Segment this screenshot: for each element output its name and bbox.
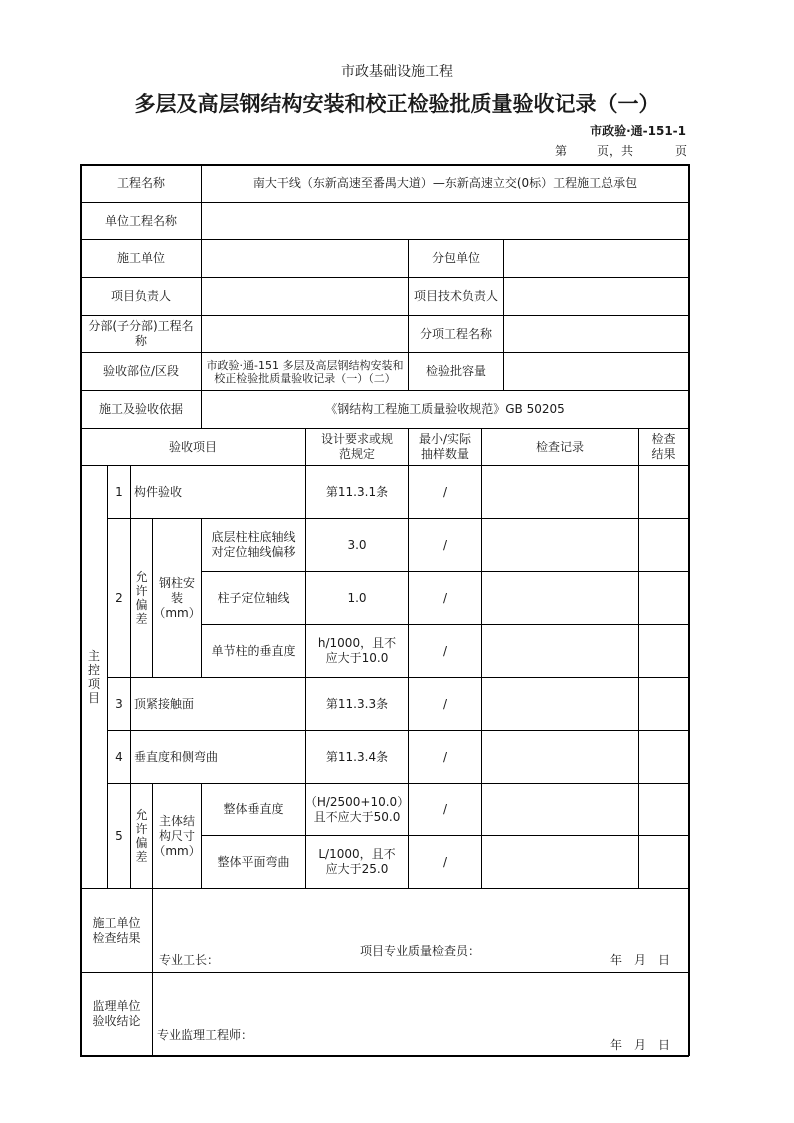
form-code: 市政验·通-151-1 — [590, 124, 686, 138]
tech-manager-field[interactable] — [504, 278, 688, 315]
row-2-1-req: 3.0 — [347, 537, 367, 552]
row-4-no: 4 — [115, 749, 123, 764]
form-title: 多层及高层钢结构安装和校正检验批质量验收记录（一） — [134, 92, 660, 116]
row-3-no: 3 — [115, 696, 123, 711]
row-5-group: 允许偏差 — [135, 808, 148, 864]
row-5-1-name: 整体垂直度 — [223, 802, 284, 816]
row-2-2-record[interactable] — [482, 572, 638, 624]
row-2-1-record[interactable] — [482, 519, 638, 571]
tech-manager-label: 项目技术负责人 — [413, 289, 498, 303]
col-header-record: 检查记录 — [535, 439, 584, 454]
project-name-value[interactable]: 南大干线（东新高速至番禺大道）—东新高速立交(0标）工程施工总承包 — [252, 176, 638, 190]
subcontract-unit-field[interactable] — [504, 240, 688, 277]
row-4-req: 第11.3.4条 — [325, 749, 389, 764]
project-name-label: 工程名称 — [116, 176, 165, 190]
row-2-3-sample[interactable]: / — [442, 643, 448, 658]
col-header-design-req: 设计要求或规范规定 — [320, 432, 393, 461]
row-1-sample[interactable]: / — [442, 484, 448, 499]
row-1-record[interactable] — [482, 466, 638, 518]
row-2-1-sample[interactable]: / — [442, 537, 448, 552]
supervisor-label: 专业监理工程师： — [157, 1028, 254, 1042]
row-4-result[interactable] — [639, 731, 688, 783]
row-2-group: 允许偏差 — [135, 570, 148, 626]
batch-capacity-field[interactable] — [504, 353, 688, 390]
division-label: 分部(子分部)工程名称 — [88, 319, 194, 348]
row-2-1-result[interactable] — [639, 519, 688, 571]
row-2-3-record[interactable] — [482, 625, 638, 677]
row-5-no: 5 — [115, 828, 123, 843]
col-header-sample: 最小/实际抽样数量 — [418, 432, 472, 461]
row-2-3-req: h/1000，且不应大于10.0 — [317, 636, 397, 665]
row-2-3-result[interactable] — [639, 625, 688, 677]
quality-inspector-label: 项目专业质量检查员： — [359, 944, 480, 958]
page-no-label: 第 — [555, 144, 568, 158]
division-field[interactable] — [202, 316, 408, 352]
construction-date: 年 月 日 — [610, 953, 671, 967]
row-5-1-record[interactable] — [482, 784, 638, 835]
col-header-item: 验收项目 — [168, 439, 217, 454]
row-2-2-sample[interactable]: / — [442, 590, 448, 605]
acceptance-part-value[interactable]: 市政验·通-151 多层及高层钢结构安装和校正检验批质量验收记录（一）（二） — [206, 358, 404, 385]
row-5-1-result[interactable] — [639, 784, 688, 835]
row-1-no: 1 — [115, 484, 123, 499]
page-total-label: 页，共 — [597, 144, 634, 158]
row-3-name: 顶紧接触面 — [134, 696, 195, 711]
row-3-req: 第11.3.3条 — [325, 696, 389, 711]
row-5-1-req: （H/2500+10.0）且不应大于50.0 — [304, 794, 410, 824]
supervision-date: 年 月 日 — [610, 1038, 671, 1052]
unit-project-label: 单位工程名称 — [104, 213, 177, 228]
foreman-label: 专业工长： — [159, 953, 220, 967]
row-2-2-name: 柱子定位轴线 — [217, 590, 290, 605]
acceptance-part-label: 验收部位/区段 — [102, 364, 180, 378]
item-project-label: 分项工程名称 — [419, 326, 492, 341]
row-5-1-sample[interactable]: / — [442, 802, 448, 816]
row-5-2-record[interactable] — [482, 836, 638, 888]
foreman-signature-field[interactable] — [220, 945, 350, 967]
unit-project-field[interactable] — [202, 203, 688, 239]
subcontract-unit-label: 分包单位 — [431, 251, 480, 265]
construction-check-label: 施工单位检查结果 — [92, 915, 141, 945]
project-manager-field[interactable] — [202, 278, 408, 315]
col-header-result: 检查结果 — [651, 432, 676, 461]
row-2-2-req: 1.0 — [347, 590, 367, 605]
row-5-2-result[interactable] — [639, 836, 688, 888]
main-control-label: 主控项目 — [87, 649, 100, 705]
row-4-name: 垂直度和侧弯曲 — [134, 749, 219, 764]
row-2-sub: 钢柱安装（mm） — [153, 575, 201, 620]
row-4-sample[interactable]: / — [442, 749, 448, 764]
row-2-3-name: 单节柱的垂直度 — [211, 643, 296, 658]
row-1-result[interactable] — [639, 466, 688, 518]
construction-unit-field[interactable] — [202, 240, 408, 277]
project-manager-label: 项目负责人 — [110, 289, 171, 303]
row-2-1-name: 底层柱柱底轴线对定位轴线偏移 — [211, 530, 296, 559]
item-project-field[interactable] — [504, 316, 688, 352]
row-5-sub: 主体结构尺寸（mm） — [153, 813, 201, 858]
row-4-record[interactable] — [482, 731, 638, 783]
row-3-record[interactable] — [482, 678, 638, 730]
page-end-label: 页 — [675, 144, 688, 158]
supervisor-signature-field[interactable] — [260, 1028, 460, 1050]
basis-label: 施工及验收依据 — [98, 402, 183, 416]
row-2-2-result[interactable] — [639, 572, 688, 624]
row-5-2-req: L/1000，且不应大于25.0 — [318, 847, 396, 876]
row-1-req: 第11.3.1条 — [325, 484, 389, 499]
row-3-sample[interactable]: / — [442, 696, 448, 711]
basis-value: 《钢结构工程施工质量验收规范》GB 50205 — [325, 402, 565, 416]
row-2-no: 2 — [115, 590, 123, 605]
construction-unit-label: 施工单位 — [116, 251, 165, 265]
row-5-2-sample[interactable]: / — [442, 854, 448, 869]
row-5-2-name: 整体平面弯曲 — [217, 854, 290, 869]
row-1-name: 构件验收 — [134, 484, 183, 499]
supervision-label: 监理单位验收结论 — [92, 999, 141, 1028]
super-title: 市政基础设施工程 — [341, 64, 453, 80]
batch-capacity-label: 检验批容量 — [425, 364, 486, 378]
row-3-result[interactable] — [639, 678, 688, 730]
